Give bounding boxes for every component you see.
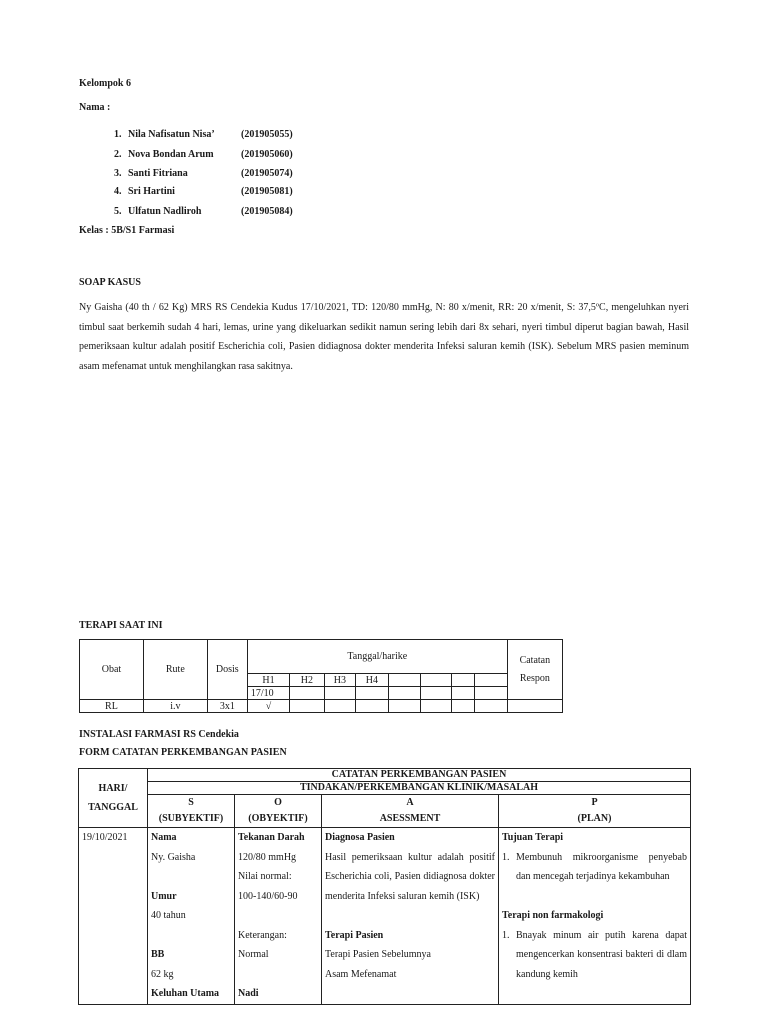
day-h4: H4 — [356, 674, 388, 687]
col-s-header — [148, 795, 235, 828]
therapy-table — [79, 639, 563, 713]
member-nim: (201905084) — [241, 206, 293, 217]
member-nim: (201905074) — [241, 168, 293, 179]
date-cell: 17/10 — [247, 687, 289, 700]
col-a-letter: A — [406, 797, 414, 808]
entry-date: 19/10/2021 — [82, 832, 128, 843]
col-s-sub: (SUBYEKTIF) — [158, 813, 224, 824]
member-name: Santi Fitriana — [128, 168, 188, 179]
catatan-header: CATATAN PERKEMBANGAN PASIEN — [148, 769, 691, 782]
row-rute: i.v — [143, 700, 207, 713]
nama-value: Ny. Gaisha — [151, 851, 196, 863]
header-tanggal: Tanggal/harike — [247, 640, 507, 674]
member-item — [114, 149, 293, 160]
diagnosa-text: Hasil pemeriksaan kultur adalah positif Escherichia coli, Pasien didiagnosa dokter menderita Infeksi saluran kemih (ISK) — [325, 851, 495, 902]
day-h2: H2 — [290, 674, 325, 687]
day-date-header — [79, 769, 148, 828]
bb-label: BB — [151, 949, 165, 960]
normal-value: 100-140/60-90 — [238, 890, 298, 902]
umur-value: 40 tahun — [151, 910, 186, 921]
member-item — [114, 129, 293, 140]
therapy-title: TERAPI SAAT INI — [79, 620, 163, 631]
member-number: 5. — [114, 206, 122, 217]
day-empty — [388, 674, 420, 687]
objective-cell — [235, 828, 322, 1005]
member-nim: (201905081) — [241, 186, 293, 197]
row-obat: RL — [80, 700, 144, 713]
col-s-letter: S — [188, 797, 194, 808]
ket-label: Keterangan: — [238, 929, 287, 941]
soap-title: SOAP KASUS — [79, 277, 141, 288]
day-h3: H3 — [324, 674, 355, 687]
member-name: Nila Nafisatun Nisa’ — [128, 129, 215, 140]
member-item — [114, 186, 293, 197]
day-empty — [452, 674, 475, 687]
date-cell — [79, 828, 148, 1005]
col-o-letter: O — [274, 797, 282, 808]
nonfarmako-list-item — [502, 926, 687, 985]
terapi-obat: Asam Mefenamat — [325, 968, 397, 980]
soap-paragraph: Ny Gaisha (40 th / 62 Kg) MRS RS Cendekia Kudus 17/10/2021, TD: 120/80 mmHg, N: 80 x/menit, RR: 20 x/menit, S: 37,5ºC, mengeluhkan nyeri timbul saat berkemih sudah 4 hari, lemas, urine yang dikeluarkan sedikit namun sering lebih dari 8x sehari, nyeri timbul diperut bagian bawah, Hasil pemeriksaan kultur adalah positif Escherichia coli, Pasien didiagnosa dokter menderita Infeksi saluran kemih (ISK). Sebelum MRS pasien meminum asam mefenamat untuk menghilangkan rasa sakitnya. — [79, 302, 689, 372]
col-a-sub: ASESSMENT — [379, 813, 441, 824]
name-label: Nama : — [79, 102, 111, 113]
nadi-label: Nadi — [238, 988, 259, 999]
normal-label: Nilai normal: — [238, 871, 292, 882]
terapi-before: Terapi Pasien Sebelumnya — [325, 949, 431, 960]
member-name: Ulfatun Nadliroh — [128, 206, 202, 217]
ket-value: Normal — [238, 949, 269, 960]
col-o-sub: (OBYEKTIF) — [248, 813, 308, 824]
member-number: 3. — [114, 168, 122, 179]
td-value: 120/80 mmHg — [238, 851, 297, 863]
tujuan-label: Tujuan Terapi — [502, 832, 564, 843]
col-p-letter: P — [591, 797, 598, 808]
member-item — [114, 206, 293, 217]
member-nim: (201905055) — [241, 129, 293, 140]
diagnosa-label: Diagnosa Pasien — [325, 832, 395, 843]
member-nim: (201905060) — [241, 149, 293, 160]
subjective-cell — [148, 828, 235, 1005]
day-empty — [475, 674, 507, 687]
day-empty — [421, 674, 452, 687]
day-h1: H1 — [247, 674, 289, 687]
col-p-header — [499, 795, 691, 828]
institution-label: INSTALASI FARMASI RS Cendekia — [79, 729, 239, 740]
col-p-sub: (PLAN) — [577, 813, 612, 824]
hari-label: HARI/ — [98, 783, 128, 794]
nama-label: Nama — [151, 832, 177, 843]
row-dosis: 3x1 — [207, 700, 247, 713]
assessment-cell — [322, 828, 499, 1005]
header-obat: Obat — [80, 640, 144, 700]
plan-cell — [499, 828, 691, 1005]
nonfarmako-text: Bnayak minum air putih karena dapat mengencerkan konsentrasi bakteri di dlam kandung kemih — [516, 929, 687, 980]
tujuan-list-item — [502, 848, 687, 887]
terapi-label: Terapi Pasien — [325, 929, 384, 941]
tujuan-text: Membunuh mikroorganisme penyebab dan mencegah terjadinya kekambuhan — [516, 851, 687, 882]
umur-label: Umur — [151, 890, 177, 902]
header-catatan: Catatan Respon — [507, 640, 562, 700]
member-number: 1. — [114, 129, 122, 140]
header-rute: Rute — [143, 640, 207, 700]
col-o-header — [235, 795, 322, 828]
member-item — [114, 168, 293, 179]
row-h1-check: √ — [247, 700, 289, 713]
group-label: Kelompok 6 — [79, 78, 131, 89]
td-label: Tekanan Darah — [238, 832, 305, 843]
tanggal-label: TANGGAL — [88, 802, 138, 813]
tindakan-header: TINDAKAN/PERKEMBANGAN KLINIK/MASALAH — [148, 782, 691, 795]
member-number: 2. — [114, 149, 122, 160]
progress-table — [78, 768, 691, 1005]
form-title: FORM CATATAN PERKEMBANGAN PASIEN — [79, 747, 287, 758]
member-name: Sri Hartini — [128, 186, 175, 197]
keluhan-label: Keluhan Utama — [151, 988, 220, 999]
header-dosis: Dosis — [207, 640, 247, 700]
nonfarmako-number: 1. — [502, 929, 510, 941]
nonfarmako-label: Terapi non farmakologi — [502, 910, 604, 921]
member-number: 4. — [114, 186, 122, 197]
col-a-header — [322, 795, 499, 828]
class-label: Kelas : 5B/S1 Farmasi — [79, 225, 175, 236]
bb-value: 62 kg — [151, 968, 174, 980]
member-name: Nova Bondan Arum — [128, 149, 214, 160]
tujuan-number: 1. — [502, 851, 510, 863]
